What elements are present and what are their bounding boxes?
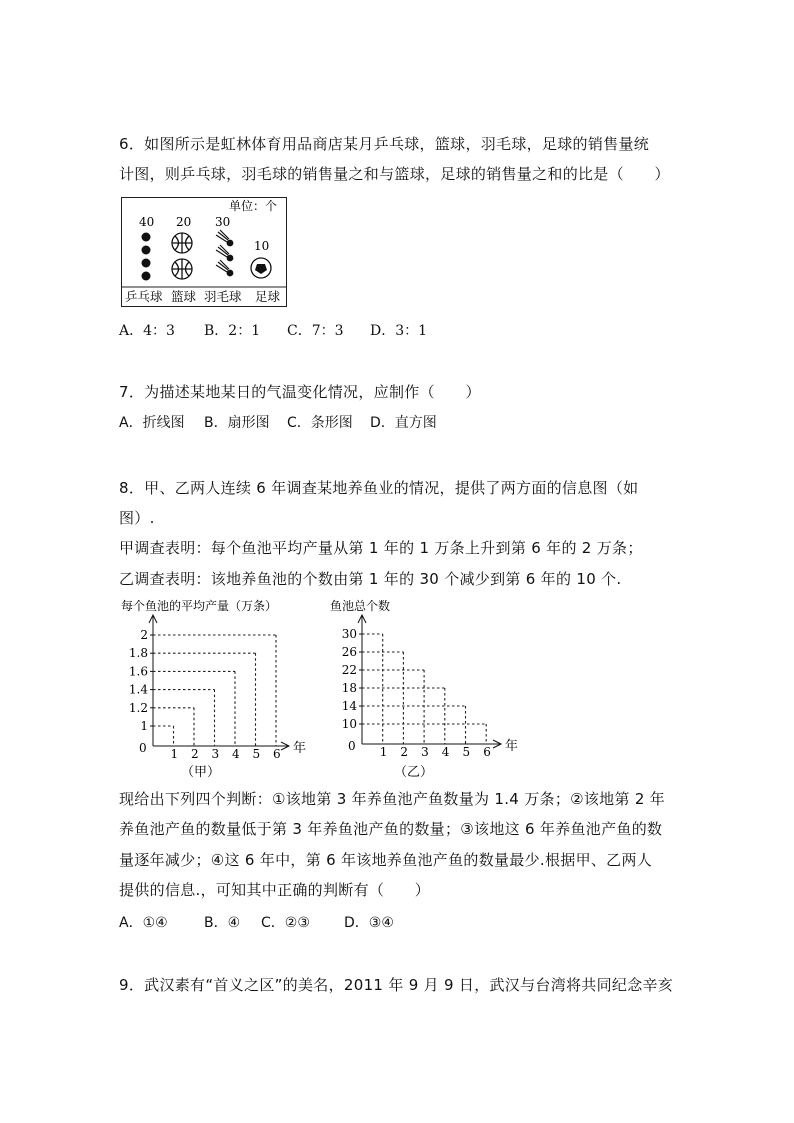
chart-jia-xtick-label-1: 2: [191, 747, 199, 761]
q6-count-pingpong: 40: [139, 215, 155, 229]
q7-option-a: A．折线图: [119, 415, 185, 431]
pingpong-ball-icons: [142, 233, 151, 281]
chart-yi-pond-count: [326, 596, 526, 786]
q6-label-basketball: 篮球: [171, 289, 197, 304]
q6-unit-label: 单位：个: [229, 199, 278, 213]
q6-count-basketball: 20: [176, 215, 192, 229]
q6-text-line1: 6．如图所示是虹林体育用品商店某月乒乓球，篮球，羽毛球，足球的销售量统: [119, 135, 650, 153]
chart-yi-ytick-label-2: 22: [341, 663, 357, 677]
chart-jia-ylabel: 每个鱼池的平均产量（万条）: [121, 599, 278, 613]
chart-yi-xlabel: 年: [505, 739, 519, 754]
chart-yi-xtick-label-4: 5: [462, 745, 471, 759]
q8-option-b: B．④: [204, 915, 241, 931]
chart-jia-xtick-label-2: 3: [211, 747, 220, 761]
q8-text-line8: 提供的信息.，可知其中正确的判断有（ ）: [119, 881, 431, 899]
football-icon: [251, 258, 271, 278]
chart-yi-ytick-label-5: 10: [341, 717, 357, 731]
chart-jia-ytick-label-0: 1: [140, 719, 148, 733]
basketball-icons: [172, 233, 192, 279]
q9-text-line1: 9．武汉素有“首义之区”的美名，2011 年 9 月 9 日，武汉与台湾将共同纪念辛亥: [119, 976, 674, 994]
shuttlecock-icons: [216, 230, 233, 276]
chart-jia-average-yield: [119, 596, 319, 786]
q6-label-badminton: 羽毛球: [204, 289, 242, 304]
q8-text-line5: 现给出下列四个判断：①该地第 3 年养鱼池产鱼数量为 1.4 万条；②该地第 2 年: [119, 790, 666, 808]
chart-yi-ytick-label-4: 14: [341, 699, 357, 713]
q8-text-line3: 甲调查表明：每个鱼池平均产量从第 1 年的 1 万条上升到第 6 年的 2 万条；: [119, 539, 643, 557]
q6-option-a: A．4：3: [119, 323, 175, 339]
chart-jia-origin-label: 0: [139, 741, 147, 755]
q7-option-d: D．直方图: [370, 415, 437, 431]
chart-yi-title: （乙）: [394, 765, 434, 780]
chart-yi-origin-label: 0: [348, 739, 356, 753]
chart-yi-ytick-label-0: 30: [341, 627, 357, 641]
chart-jia-ytick-label-2: 1.4: [128, 682, 148, 697]
q8-text-line4: 乙调查表明：该地养鱼池的个数由第 1 年的 30 个减少到第 6 年的 10 个.: [119, 570, 622, 588]
chart-jia-ytick-label-5: 2: [140, 628, 148, 642]
q6-count-football: 10: [254, 239, 270, 253]
q6-option-b: B．2：1: [204, 323, 261, 339]
chart-yi-ylabel: 鱼池总个数: [330, 599, 391, 613]
chart-jia-xtick-label-5: 6: [273, 747, 281, 761]
chart-jia-ytick-label-1: 1.2: [128, 700, 148, 715]
q7-option-c: C．条形图: [287, 415, 353, 431]
q8-text-line2: 图）.: [119, 509, 155, 527]
q6-label-pingpong: 乒乓球: [125, 289, 163, 304]
chart-jia-ytick-label-3: 1.6: [128, 664, 148, 679]
q8-text-line1: 8．甲、乙两人连续 6 年调查某地养鱼业的情况，提供了两方面的信息图（如: [119, 479, 639, 497]
chart-yi-ytick-label-3: 18: [341, 681, 357, 695]
q6-label-football: 足球: [255, 289, 281, 304]
q6-option-d: D．3：1: [370, 323, 428, 339]
q6-text-line2: 计图，则乒乓球，羽毛球的销售量之和与篮球，足球的销售量之和的比是（ ）: [119, 165, 670, 183]
q8-text-line7: 量逐年减少；④这 6 年中，第 6 年该地养鱼池产鱼的数量最少.根据甲、乙两人: [119, 851, 653, 869]
chart-jia-title: （甲）: [181, 765, 221, 780]
chart-yi-xtick-label-0: 1: [379, 745, 388, 759]
q6-option-c: C．7：3: [287, 323, 344, 339]
q7-text-line1: 7．为描述某地某日的气温变化情况，应制作（ ）: [119, 383, 481, 401]
q6-sales-pictograph: [121, 197, 287, 307]
q8-text-line6: 养鱼池产鱼的数量低于第 3 年养鱼池产鱼的数量；③该地这 6 年养鱼池产鱼的数: [119, 820, 663, 838]
chart-yi-xtick-label-3: 4: [441, 745, 450, 759]
chart-jia-xlabel: 年: [293, 741, 307, 756]
chart-jia-xtick-label-4: 5: [252, 747, 261, 761]
chart-yi-xtick-label-2: 3: [421, 745, 429, 759]
chart-yi-ytick-label-1: 26: [341, 645, 357, 659]
q6-count-badminton: 30: [215, 215, 231, 229]
q8-option-c: C．②③: [261, 915, 310, 931]
chart-jia-xtick-label-0: 1: [170, 747, 179, 761]
chart-yi-xtick-label-1: 2: [400, 745, 409, 759]
chart-yi-xtick-label-5: 6: [483, 745, 491, 759]
q8-option-a: A．①④: [119, 915, 168, 931]
chart-jia-xtick-label-3: 4: [232, 747, 240, 761]
q8-option-d: D．③④: [344, 915, 394, 931]
q7-option-b: B．扇形图: [204, 415, 270, 431]
chart-jia-ytick-label-4: 1.8: [128, 646, 148, 661]
